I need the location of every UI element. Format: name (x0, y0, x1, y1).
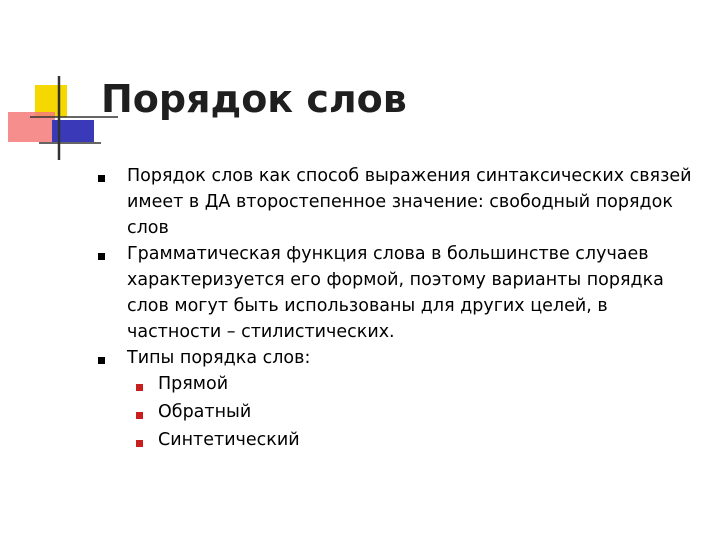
bullet-text-line: характеризуется его формой, поэтому варианты порядка (127, 270, 664, 290)
bullet-marker (98, 357, 105, 364)
bullet-marker (98, 253, 105, 260)
sub-bullet-marker (136, 440, 143, 447)
bullet-marker (98, 175, 105, 182)
bullet-text-line: имеет в ДА второстепенное значение: свободный порядок (127, 192, 673, 212)
sub-bullet-text: Обратный (158, 402, 252, 422)
bullet-text-line: слов (127, 218, 169, 238)
bullet-text-line: частности – стилистических. (127, 322, 395, 342)
sub-bullet-text: Прямой (158, 374, 229, 394)
sub-bullet-marker (136, 412, 143, 419)
bullet-text-line: Порядок слов как способ выражения синтаксических связей (127, 166, 692, 186)
bullet-text-line: Грамматическая функция слова в большинстве случаев (127, 244, 649, 264)
sub-bullet-text: Синтетический (158, 430, 300, 450)
sub-bullet-marker (136, 384, 143, 391)
bullet-text-line: слов могут быть использованы для других целей, в (127, 296, 608, 316)
slide-title: Порядок слов (101, 77, 407, 121)
bullet-text-line: Типы порядка слов: (127, 348, 311, 368)
